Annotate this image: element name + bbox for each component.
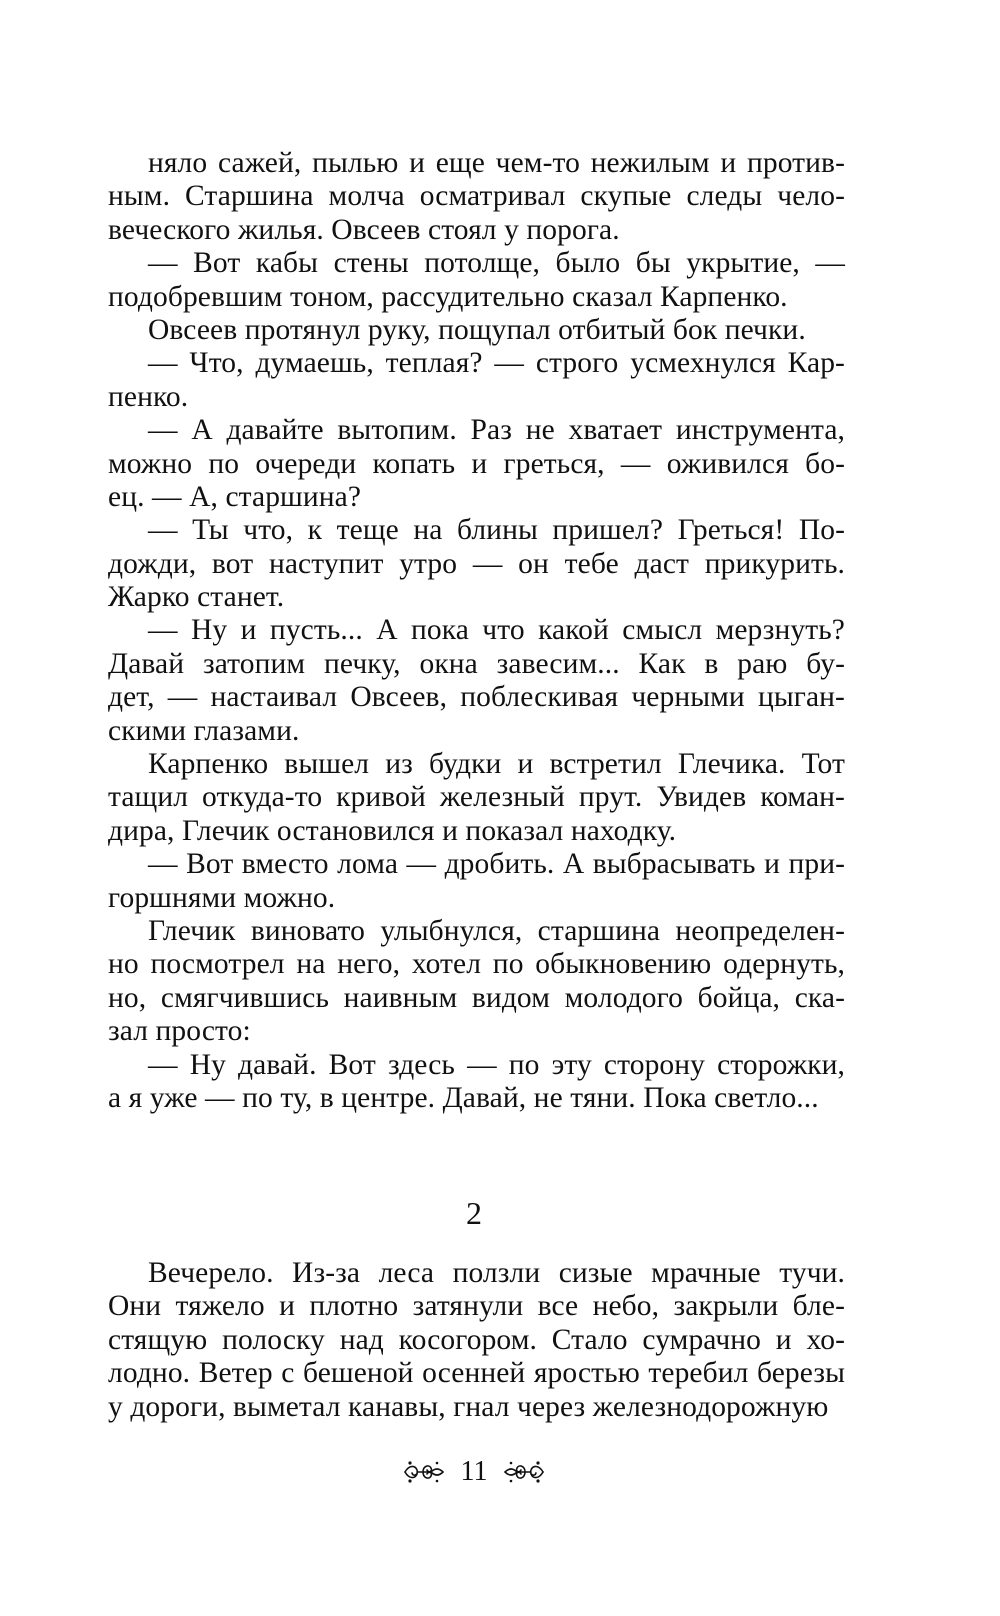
paragraph: [108, 514, 845, 614]
flourish-ornament-icon: [501, 1459, 547, 1485]
text-line: — Ну и пусть... А пока что какой смысл мерзнуть?: [148, 614, 845, 647]
text-line: а я уже — по ту, в центре. Давай, не тяни. Пока светло...: [108, 1081, 819, 1114]
paragraph: [108, 314, 845, 347]
text-line: зал просто:: [108, 1015, 251, 1048]
paragraph: [108, 1257, 845, 1424]
text-line: дира, Глечик остановился и показал находку.: [108, 814, 677, 847]
text-line: — Что, думаешь, теплая? — строго усмехнулся Кар-: [148, 347, 845, 380]
text-line: Глечик виновато улыбнулся, старшина неопределен-: [148, 914, 845, 947]
paragraph: [108, 414, 845, 514]
text-block-top: [108, 147, 845, 1115]
paragraph: [108, 347, 845, 414]
text-line: но, смягчившись наивным видом молодого бойца, ска-: [108, 981, 845, 1014]
text-line: пенко.: [108, 380, 189, 413]
text-line: подобревшим тоном, рассудительно сказал Карпенко.: [108, 280, 788, 313]
text-line: — Ты что, к теще на блины пришел? Греться! По-: [148, 514, 845, 547]
text-line: Жарко станет.: [108, 581, 285, 614]
paragraph: [108, 614, 845, 748]
paragraph: [108, 915, 845, 1049]
text-line: няло сажей, пылью и еще чем-то нежилым и против-: [148, 147, 845, 179]
paragraph: [108, 147, 845, 247]
text-line: Давай затопим печку, окна завесим... Как в раю бу-: [108, 647, 845, 680]
page-footer: [0, 1456, 948, 1488]
text-block-bottom: [108, 1257, 845, 1424]
text-line: ец. — А, старшина?: [108, 480, 362, 513]
paragraph: [108, 247, 845, 314]
text-line: тащил откуда-то кривой железный прут. Увидев коман-: [108, 781, 845, 814]
text-line: горшнями можно.: [108, 881, 336, 914]
text-line: Вечерело. Из-за леса ползли сизые мрачные тучи.: [148, 1257, 845, 1289]
text-line: Карпенко вышел из будки и встретил Глечика. Тот: [148, 748, 845, 781]
text-line: у дороги, выметал канавы, гнал через железнодорожную: [108, 1390, 829, 1423]
text-line: — Вот кабы стены потолще, было бы укрытие, —: [148, 247, 845, 280]
text-line: дет, — настаивал Овсеев, поблескивая черными цыган-: [108, 681, 845, 714]
text-line: Они тяжело и плотно затянули все небо, закрыли бле-: [108, 1290, 845, 1323]
text-line: — Ну давай. Вот здесь — по эту сторону сторожки,: [148, 1048, 845, 1081]
paragraph: [108, 1049, 845, 1116]
flourish-ornament-icon: [401, 1459, 447, 1485]
text-line: ным. Старшина молча осматривал скупые следы чело-: [108, 180, 845, 213]
text-line: — А давайте вытопим. Раз не хватает инструмента,: [148, 414, 845, 447]
text-line: стящую полоску над косогором. Стало сумрачно и хо-: [108, 1323, 845, 1356]
text-line: скими глазами.: [108, 714, 300, 747]
text-line: Овсеев протянул руку, пощупал отбитый бок печки.: [148, 313, 806, 346]
text-line: веческого жилья. Овсеев стоял у порога.: [108, 213, 620, 246]
text-line: но посмотрел на него, хотел по обыкновению одернуть,: [108, 948, 845, 981]
paragraph: [108, 848, 845, 915]
text-line: дожди, вот наступит утро — он тебе даст прикурить.: [108, 547, 845, 580]
chapter-number: 2: [466, 1195, 482, 1231]
page-number: 11: [460, 1456, 488, 1487]
text-line: — Вот вместо лома — дробить. А выбрасывать и при-: [148, 848, 845, 881]
text-line: лодно. Ветер с бешеной осенней яростью теребил березы: [108, 1357, 845, 1390]
paragraph: [108, 748, 845, 848]
text-line: можно по очереди копать и греться, — оживился бо-: [108, 447, 845, 480]
